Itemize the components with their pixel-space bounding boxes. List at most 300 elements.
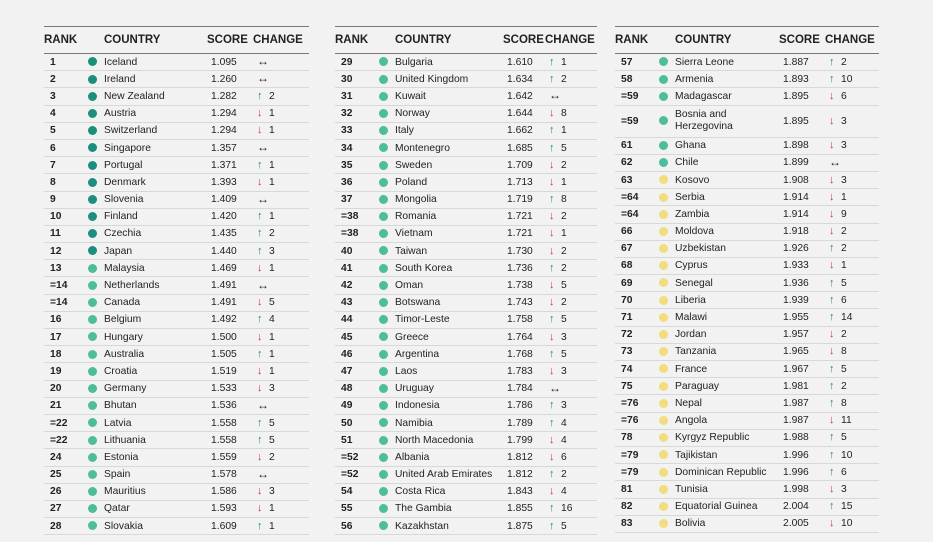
table-row (615, 292, 879, 309)
arrow-up-icon: ↑ (257, 210, 263, 223)
rank-cell: 66 (615, 223, 651, 240)
arrow-down-icon: ↓ (257, 382, 263, 395)
score-cell: 2.005 (779, 515, 825, 532)
table-row (44, 311, 309, 328)
arrow-up-icon: ↑ (549, 502, 555, 515)
table-row (44, 397, 309, 414)
tier-dot-icon (379, 143, 388, 152)
arrow-up-icon: ↑ (257, 313, 263, 326)
change-cell (253, 518, 309, 535)
arrow-down-icon: ↓ (829, 482, 835, 495)
arrow-down-icon: ↓ (829, 345, 835, 358)
table-header-row (615, 27, 879, 54)
rank-header: RANK (615, 27, 651, 54)
change-value: 5 (841, 432, 847, 444)
tier-dot-icon (379, 401, 388, 410)
rank-cell: 43 (335, 294, 371, 311)
score-cell: 1.895 (779, 88, 825, 105)
rank-cell: =64 (615, 189, 651, 206)
score-cell: 1.435 (207, 225, 253, 242)
rank-cell: 16 (44, 311, 80, 328)
score-cell: 1.998 (779, 481, 825, 498)
change-cell (545, 208, 597, 225)
change-cell (545, 157, 597, 174)
table-row (44, 225, 309, 242)
table-row (335, 363, 597, 380)
tier-dot-icon (659, 433, 668, 442)
change-cell (825, 515, 879, 532)
country-cell: Sierra Leone (675, 54, 779, 71)
arrow-up-icon: ↑ (829, 431, 835, 444)
score-cell: 1.893 (779, 71, 825, 88)
change-value: 14 (841, 312, 853, 324)
rank-cell: 49 (335, 397, 371, 414)
rank-cell: 50 (335, 414, 371, 431)
arrow-down-icon: ↓ (549, 227, 555, 240)
country-cell: Kyrgyz Republic (675, 429, 779, 446)
score-cell: 1.533 (207, 380, 253, 397)
arrow-down-icon: ↓ (829, 225, 835, 238)
score-cell: 1.914 (779, 206, 825, 223)
score-cell: 1.593 (207, 500, 253, 517)
tier-dot-icon (379, 350, 388, 359)
change-cell (253, 71, 309, 88)
tier-dot-icon (379, 332, 388, 341)
score-cell: 1.933 (779, 257, 825, 274)
table-row (44, 191, 309, 208)
country-cell: Slovakia (104, 518, 207, 535)
score-cell: 1.491 (207, 294, 253, 311)
score-cell: 2.004 (779, 498, 825, 515)
change-value: 1 (269, 365, 275, 377)
rank-cell: 9 (44, 191, 80, 208)
change-cell (545, 54, 597, 71)
table-row (44, 518, 309, 535)
table-row (335, 191, 597, 208)
score-cell: 1.918 (779, 223, 825, 240)
change-value: 1 (269, 159, 275, 171)
country-cell: Malawi (675, 309, 779, 326)
score-cell: 1.500 (207, 329, 253, 346)
table-row (615, 137, 879, 154)
change-value: 4 (269, 314, 275, 326)
change-cell (545, 363, 597, 380)
country-cell: Timor-Leste (395, 311, 503, 328)
table-row (44, 380, 309, 397)
change-value: 3 (561, 365, 567, 377)
rank-cell: 44 (335, 311, 371, 328)
ranking-table-2 (335, 26, 597, 535)
score-header: SCORE (779, 27, 825, 54)
table-row (335, 449, 597, 466)
score-cell: 1.609 (207, 518, 253, 535)
table-row (615, 343, 879, 360)
rank-cell: 42 (335, 277, 371, 294)
arrow-up-icon: ↑ (829, 276, 835, 289)
table-row (615, 275, 879, 292)
country-cell: Portugal (104, 157, 207, 174)
country-cell: North Macedonia (395, 432, 503, 449)
change-cell (545, 277, 597, 294)
change-cell (253, 414, 309, 431)
change-value: 3 (841, 174, 847, 186)
change-value: 5 (841, 277, 847, 289)
score-cell: 1.875 (503, 518, 545, 535)
score-header: SCORE (503, 27, 545, 54)
rank-cell: =76 (615, 395, 651, 412)
change-value: 5 (561, 520, 567, 532)
score-cell: 1.988 (779, 429, 825, 446)
rank-cell: 12 (44, 243, 80, 260)
change-value: 1 (561, 125, 567, 137)
arrow-down-icon: ↓ (549, 244, 555, 257)
table-row (615, 446, 879, 463)
score-cell: 1.965 (779, 343, 825, 360)
change-cell (825, 105, 879, 137)
table-row (44, 54, 309, 71)
country-cell: Bosnia and Herzegovina (675, 105, 779, 137)
arrow-up-icon: ↑ (257, 244, 263, 257)
table-row (44, 432, 309, 449)
arrow-down-icon: ↓ (257, 364, 263, 377)
change-cell (253, 122, 309, 139)
arrow-up-icon: ↑ (257, 227, 263, 240)
score-cell: 1.899 (779, 154, 825, 171)
rank-cell: 74 (615, 361, 651, 378)
country-cell: Latvia (104, 414, 207, 431)
arrow-up-icon: ↑ (829, 379, 835, 392)
arrow-down-icon: ↓ (549, 433, 555, 446)
change-header: CHANGE (545, 27, 597, 54)
country-cell: The Gambia (395, 500, 503, 517)
arrow-down-icon: ↓ (829, 173, 835, 186)
rank-cell: 36 (335, 174, 371, 191)
score-cell: 1.855 (503, 500, 545, 517)
country-cell: South Korea (395, 260, 503, 277)
arrow-up-icon: ↑ (829, 311, 835, 324)
change-cell (253, 191, 309, 208)
change-value: 1 (841, 191, 847, 203)
table-row (44, 122, 309, 139)
rank-header: RANK (44, 27, 80, 54)
change-value: 1 (269, 211, 275, 223)
tier-dot-icon (88, 298, 97, 307)
change-cell (825, 189, 879, 206)
table-row (335, 466, 597, 483)
change-cell (545, 71, 597, 88)
country-cell: Madagascar (675, 88, 779, 105)
tier-dot-icon (379, 470, 388, 479)
ranking-panel-1 (44, 26, 309, 535)
country-cell: Serbia (675, 189, 779, 206)
change-cell (253, 449, 309, 466)
country-cell: Switzerland (104, 122, 207, 139)
rank-cell: 29 (335, 54, 371, 71)
table-row (335, 88, 597, 105)
country-cell: Uzbekistan (675, 240, 779, 257)
change-cell (825, 446, 879, 463)
change-value: 1 (561, 176, 567, 188)
rank-cell: 25 (44, 466, 80, 483)
change-cell (253, 260, 309, 277)
change-cell (545, 311, 597, 328)
country-cell: Oman (395, 277, 503, 294)
arrow-down-icon: ↓ (257, 502, 263, 515)
tier-dot-icon (659, 261, 668, 270)
tier-dot-icon (88, 161, 97, 170)
tier-dot-icon (88, 75, 97, 84)
rank-cell: 21 (44, 397, 80, 414)
change-value: 16 (561, 503, 573, 515)
arrow-left-right-icon: ↔ (257, 54, 269, 69)
table-row (44, 483, 309, 500)
tier-dot-icon (88, 212, 97, 221)
country-cell: Costa Rica (395, 483, 503, 500)
table-row (615, 412, 879, 429)
change-value: 1 (269, 108, 275, 120)
change-value: 1 (561, 56, 567, 68)
tier-dot-icon (88, 367, 97, 376)
arrow-down-icon: ↓ (829, 517, 835, 530)
country-cell: France (675, 361, 779, 378)
tier-dot-icon (88, 229, 97, 238)
tier-dot-icon (659, 244, 668, 253)
rank-cell: 7 (44, 157, 80, 174)
change-value: 3 (561, 331, 567, 343)
country-cell: Bhutan (104, 397, 207, 414)
change-cell (825, 137, 879, 154)
change-value: 10 (841, 518, 853, 530)
change-cell (545, 122, 597, 139)
table-row (335, 346, 597, 363)
country-cell: Finland (104, 208, 207, 225)
table-row (44, 500, 309, 517)
country-cell: Iceland (104, 54, 207, 71)
country-cell: Estonia (104, 449, 207, 466)
rank-cell: =38 (335, 225, 371, 242)
change-value: 1 (561, 228, 567, 240)
change-cell (253, 139, 309, 156)
change-cell (253, 277, 309, 294)
tier-dot-icon (659, 75, 668, 84)
score-cell: 1.914 (779, 189, 825, 206)
country-cell: Mongolia (395, 191, 503, 208)
change-cell (545, 174, 597, 191)
tier-dot-icon (659, 227, 668, 236)
change-value: 5 (561, 280, 567, 292)
country-cell: Moldova (675, 223, 779, 240)
change-cell (825, 240, 879, 257)
tier-dot-icon (88, 126, 97, 135)
table-row (615, 257, 879, 274)
change-value: 1 (269, 520, 275, 532)
tier-dot-icon (88, 315, 97, 324)
arrow-up-icon: ↑ (829, 500, 835, 513)
change-value: 6 (841, 466, 847, 478)
rank-cell: 34 (335, 139, 371, 156)
change-cell (545, 88, 597, 105)
tier-dot-icon (379, 264, 388, 273)
country-cell: Mauritius (104, 483, 207, 500)
tier-dot-icon (659, 364, 668, 373)
rank-cell: 70 (615, 292, 651, 309)
score-cell: 1.730 (503, 243, 545, 260)
country-cell: Poland (395, 174, 503, 191)
table-row (615, 154, 879, 171)
change-value: 1 (269, 348, 275, 360)
country-cell: Vietnam (395, 225, 503, 242)
arrow-down-icon: ↓ (829, 259, 835, 272)
change-cell (545, 466, 597, 483)
change-cell (253, 346, 309, 363)
change-cell (253, 105, 309, 122)
table-row (44, 346, 309, 363)
table-row (335, 54, 597, 71)
arrow-down-icon: ↓ (257, 124, 263, 137)
table-row (44, 414, 309, 431)
table-row (615, 464, 879, 481)
table-row (335, 414, 597, 431)
rank-cell: 58 (615, 71, 651, 88)
score-cell: 1.743 (503, 294, 545, 311)
table-row (335, 225, 597, 242)
change-cell (253, 311, 309, 328)
table-row (44, 329, 309, 346)
rank-cell: 81 (615, 481, 651, 498)
rank-cell: 37 (335, 191, 371, 208)
score-cell: 1.586 (207, 483, 253, 500)
rank-header: RANK (335, 27, 371, 54)
country-cell: Paraguay (675, 378, 779, 395)
ranking-panel-3 (615, 26, 879, 533)
rank-cell: 18 (44, 346, 80, 363)
country-cell: Indonesia (395, 397, 503, 414)
change-cell (545, 483, 597, 500)
arrow-up-icon: ↑ (257, 416, 263, 429)
score-cell: 1.908 (779, 171, 825, 188)
tier-dot-icon (379, 195, 388, 204)
tier-dot-icon (88, 92, 97, 101)
arrow-down-icon: ↓ (829, 114, 835, 127)
arrow-up-icon: ↑ (549, 347, 555, 360)
table-row (615, 105, 879, 137)
score-cell: 1.282 (207, 88, 253, 105)
score-cell: 1.996 (779, 446, 825, 463)
rank-cell: =14 (44, 277, 80, 294)
rank-cell: 55 (335, 500, 371, 517)
country-cell: Tajikistan (675, 446, 779, 463)
arrow-down-icon: ↓ (257, 107, 263, 120)
country-cell: Chile (675, 154, 779, 171)
score-cell: 1.519 (207, 363, 253, 380)
arrow-up-icon: ↑ (549, 313, 555, 326)
change-cell (825, 275, 879, 292)
change-value: 3 (269, 486, 275, 498)
rank-cell: =64 (615, 206, 651, 223)
country-cell: Cyprus (675, 257, 779, 274)
country-cell: Lithuania (104, 432, 207, 449)
score-header: SCORE (207, 27, 253, 54)
country-cell: Germany (104, 380, 207, 397)
score-cell: 1.642 (503, 88, 545, 105)
arrow-left-right-icon: ↔ (257, 397, 269, 412)
country-cell: Australia (104, 346, 207, 363)
change-value: 1 (269, 262, 275, 274)
change-value: 10 (841, 449, 853, 461)
arrow-up-icon: ↑ (829, 242, 835, 255)
table-row (335, 157, 597, 174)
rank-cell: 20 (44, 380, 80, 397)
tier-dot-icon (659, 175, 668, 184)
rank-cell: =22 (44, 414, 80, 431)
tier-dot-icon (379, 298, 388, 307)
score-cell: 1.783 (503, 363, 545, 380)
rank-cell: 2 (44, 71, 80, 88)
country-cell: Tunisia (675, 481, 779, 498)
change-cell (825, 309, 879, 326)
tier-dot-icon (379, 212, 388, 221)
change-cell (545, 449, 597, 466)
change-value: 2 (269, 451, 275, 463)
tier-dot-icon (88, 418, 97, 427)
change-header: CHANGE (253, 27, 309, 54)
arrow-up-icon: ↑ (257, 347, 263, 360)
rank-cell: 61 (615, 137, 651, 154)
arrow-up-icon: ↑ (829, 55, 835, 68)
tier-dot-icon (88, 470, 97, 479)
rank-cell: 17 (44, 329, 80, 346)
arrow-left-right-icon: ↔ (549, 88, 561, 103)
score-cell: 1.987 (779, 412, 825, 429)
arrow-down-icon: ↓ (829, 207, 835, 220)
score-cell: 1.578 (207, 466, 253, 483)
table-row (615, 361, 879, 378)
arrow-up-icon: ↑ (549, 141, 555, 154)
change-value: 4 (561, 434, 567, 446)
score-cell: 1.957 (779, 326, 825, 343)
rank-cell: =22 (44, 432, 80, 449)
rank-cell: =52 (335, 466, 371, 483)
score-cell: 1.784 (503, 380, 545, 397)
score-cell: 1.685 (503, 139, 545, 156)
arrow-left-right-icon: ↔ (257, 140, 269, 155)
country-cell: Sweden (395, 157, 503, 174)
rank-cell: 35 (335, 157, 371, 174)
change-cell (253, 466, 309, 483)
tier-dot-icon (379, 453, 388, 462)
tier-dot-icon (88, 384, 97, 393)
score-cell: 1.955 (779, 309, 825, 326)
score-cell: 1.492 (207, 311, 253, 328)
table-row (335, 260, 597, 277)
tier-dot-icon (88, 178, 97, 187)
country-cell: Laos (395, 363, 503, 380)
country-cell: Kuwait (395, 88, 503, 105)
country-cell: Tanzania (675, 343, 779, 360)
tier-dot-icon (88, 143, 97, 152)
change-cell (545, 329, 597, 346)
country-cell: Singapore (104, 139, 207, 156)
change-value: 8 (561, 108, 567, 120)
country-cell: Montenegro (395, 139, 503, 156)
change-cell (825, 88, 879, 105)
score-cell: 1.967 (779, 361, 825, 378)
table-row (44, 277, 309, 294)
score-cell: 1.644 (503, 105, 545, 122)
change-value: 2 (841, 56, 847, 68)
change-cell (253, 500, 309, 517)
arrow-up-icon: ↑ (829, 396, 835, 409)
